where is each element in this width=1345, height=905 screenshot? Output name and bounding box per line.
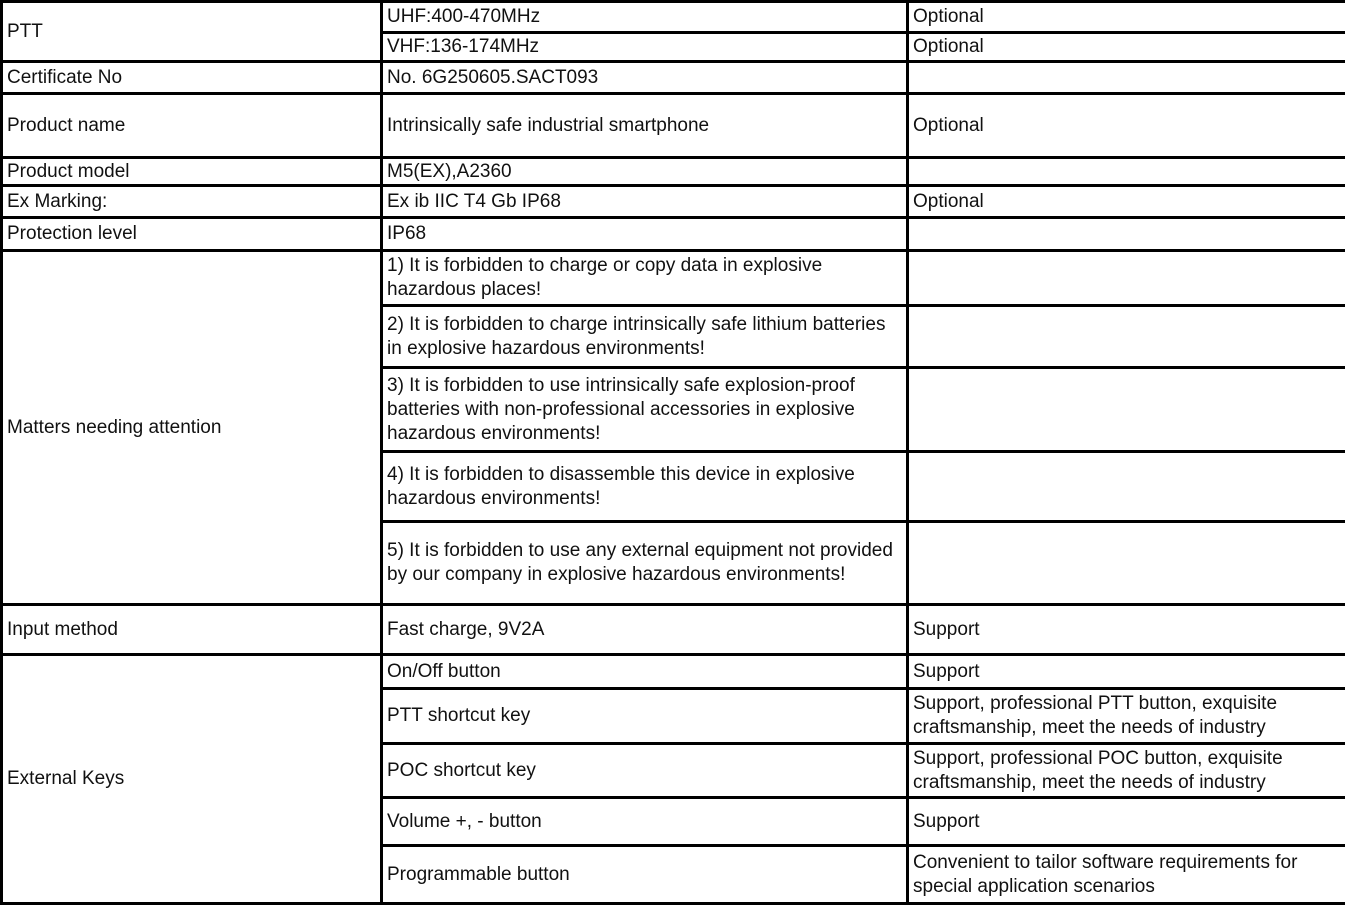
attention-item: 3) It is forbidden to use intrinsically safe explosion-proof batteries with non-professional accessories in explosive hazardous environments! [382, 368, 908, 452]
ptt-vhf-note: Optional [908, 33, 1345, 62]
external-key-name: POC shortcut key [382, 744, 908, 798]
external-keys-label: External Keys [2, 655, 382, 904]
attention-label: Matters needing attention [2, 251, 382, 605]
ex-marking-value: Ex ib IIC T4 Gb IP68 [382, 186, 908, 218]
attention-note [908, 522, 1345, 605]
ptt-uhf-note: Optional [908, 2, 1345, 33]
product-name-note: Optional [908, 94, 1345, 158]
product-name-label: Product name [2, 94, 382, 158]
protection-note [908, 218, 1345, 251]
external-key-note: Support, professional POC button, exquisite craftsmanship, meet the needs of industry [908, 744, 1345, 798]
external-key-name: On/Off button [382, 655, 908, 689]
table-row [2, 62, 1345, 94]
external-key-note: Support [908, 798, 1345, 846]
product-name-value: Intrinsically safe industrial smartphone [382, 94, 908, 158]
input-method-note: Support [908, 605, 1345, 655]
table-row [2, 251, 1345, 306]
ptt-label: PTT [2, 2, 382, 62]
external-key-note: Support, professional PTT button, exquisite craftsmanship, meet the needs of industry [908, 689, 1345, 744]
external-key-note: Convenient to tailor software requirements for special application scenarios [908, 846, 1345, 904]
table-row [2, 158, 1345, 186]
attention-note [908, 251, 1345, 306]
attention-item: 5) It is forbidden to use any external equipment not provided by our company in explosive hazardous environments! [382, 522, 908, 605]
input-method-value: Fast charge, 9V2A [382, 605, 908, 655]
attention-note [908, 306, 1345, 368]
input-method-label: Input method [2, 605, 382, 655]
ex-marking-label: Ex Marking: [2, 186, 382, 218]
attention-note [908, 368, 1345, 452]
attention-item: 2) It is forbidden to charge intrinsically safe lithium batteries in explosive hazardous environments! [382, 306, 908, 368]
ex-marking-note: Optional [908, 186, 1345, 218]
certificate-note [908, 62, 1345, 94]
table-row [2, 2, 1345, 33]
attention-item: 4) It is forbidden to disassemble this device in explosive hazardous environments! [382, 452, 908, 522]
certificate-label: Certificate No [2, 62, 382, 94]
external-key-name: PTT shortcut key [382, 689, 908, 744]
product-model-value: M5(EX),A2360 [382, 158, 908, 186]
protection-value: IP68 [382, 218, 908, 251]
product-model-label: Product model [2, 158, 382, 186]
table-row [2, 218, 1345, 251]
table-row [2, 94, 1345, 158]
ptt-uhf-value: UHF:400-470MHz [382, 2, 908, 33]
external-key-name: Volume +, - button [382, 798, 908, 846]
ptt-vhf-value: VHF:136-174MHz [382, 33, 908, 62]
protection-label: Protection level [2, 218, 382, 251]
table-row [2, 605, 1345, 655]
table-row [2, 655, 1345, 689]
attention-note [908, 452, 1345, 522]
table-row [2, 186, 1345, 218]
external-key-name: Programmable button [382, 846, 908, 904]
external-key-note: Support [908, 655, 1345, 689]
attention-item: 1) It is forbidden to charge or copy data in explosive hazardous places! [382, 251, 908, 306]
product-model-note [908, 158, 1345, 186]
certificate-value: No. 6G250605.SACT093 [382, 62, 908, 94]
